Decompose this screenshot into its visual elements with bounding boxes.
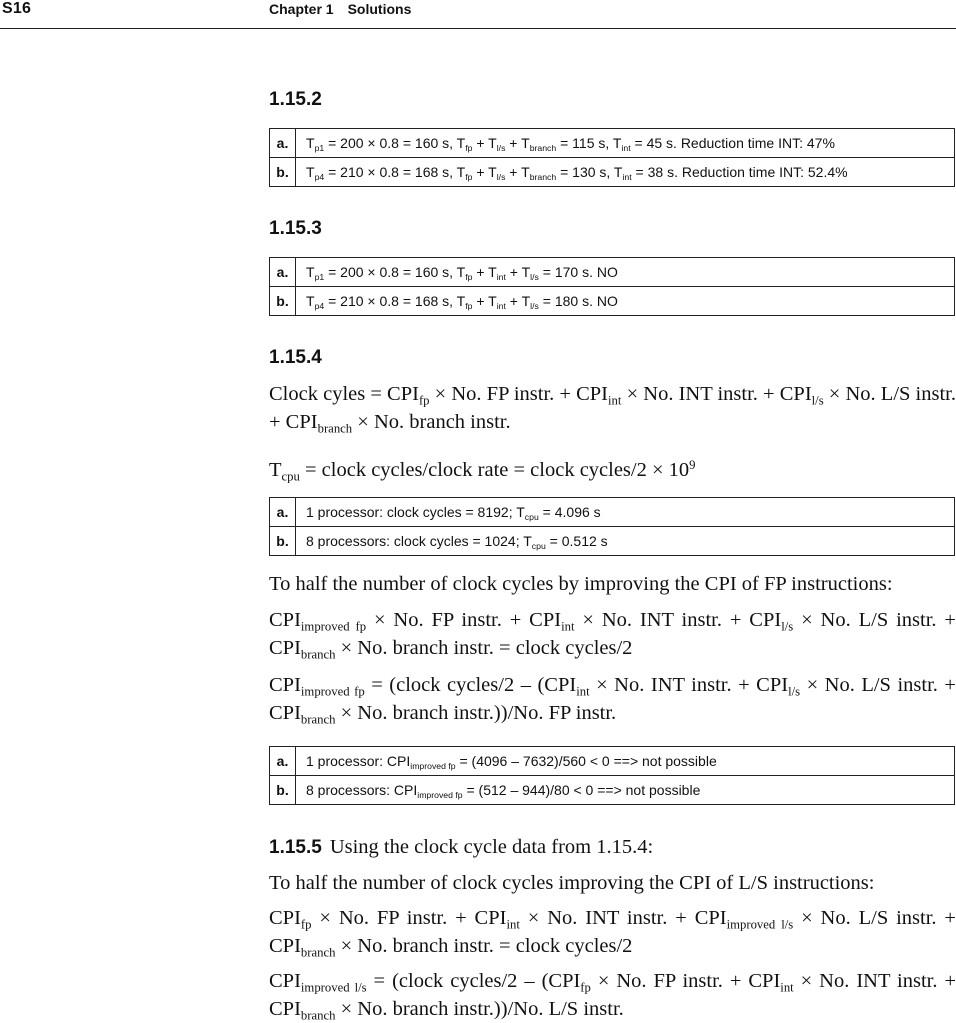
row-content: $T_{p4} = 210 \times 0.8 = 168$ s, $T_{fp} + T_{int} + T_{l/s} = 180$ s. NO xyxy=(296,287,955,316)
tcpu-formula: $T_{cpu}$ = clock cycles/clock rate = clock cycles/2 × $10^9$ xyxy=(269,458,696,484)
row-content: $T_{p1} = 200 \times 0.8 = 160$ s, $T_{fp} + T_{l/s} + T_{branch} = 115$ s, $T_{int} = 45$ s. Reduction time INT: 47% xyxy=(296,129,955,158)
row-content: 8 processors: clock cycles = 1024; $T_{cpu} = 0.512$ s xyxy=(296,527,955,556)
row-label: b. xyxy=(270,776,296,805)
section-heading-1-15-3: 1.15.3 xyxy=(269,218,322,239)
section-label: Solutions xyxy=(347,1,412,17)
section-heading-1-15-4: 1.15.4 xyxy=(269,347,322,368)
row-content: $T_{p4} = 210 \times 0.8 = 168$ s, $T_{fp} + T_{l/s} + T_{branch} = 130$ s, $T_{int} = 38$ s. Reduction time INT: 52.4% xyxy=(296,158,955,187)
ls-improvement-equation: $CPI_{fp} \times No$. FP instr. + $CPI_{int} \times No$. INT instr. + $CPI_{improved l/s} \times No$. L/S instr. + $CPI_{branch} \times No$. branch instr. = clock cycles/2 xyxy=(269,907,956,960)
table-row xyxy=(270,158,955,187)
ls-improvement-intro: To half the number of clock cycles improving the CPI of L/S instructions: xyxy=(269,872,875,894)
table-1-15-4-cycles xyxy=(269,497,955,556)
row-label: a. xyxy=(270,498,296,527)
row-content: 1 processor: clock cycles = 8192; $T_{cpu} = 4.096$ s xyxy=(296,498,955,527)
row-content: 1 processor: $CPI_{improved fp} = (4096 - 7632)/560 < 0$ ==> not possible xyxy=(296,747,955,776)
table-row xyxy=(270,129,955,158)
row-label: b. xyxy=(270,527,296,556)
chapter-label: Chapter 1 xyxy=(269,1,334,17)
table-row xyxy=(270,747,955,776)
clock-cycles-formula: Clock cyles = $CPI_{fp} \times No$. FP instr. + $CPI_{int} \times No$. INT instr. + $CPI_{l/s} \times No$. L/S instr. + $CPI_{branch} \times No$. branch instr. xyxy=(269,383,956,436)
page-number: S16 xyxy=(2,0,32,17)
table-row xyxy=(270,776,955,805)
fp-improvement-intro: To half the number of clock cycles by improving the CPI of FP instructions: xyxy=(269,573,893,595)
page-header xyxy=(0,0,956,29)
table-1-15-3 xyxy=(269,257,955,316)
row-label: a. xyxy=(270,747,296,776)
row-label: a. xyxy=(270,129,296,158)
table-row xyxy=(270,287,955,316)
table-row xyxy=(270,258,955,287)
table-1-15-2 xyxy=(269,128,955,187)
running-head xyxy=(269,1,411,17)
row-label: a. xyxy=(270,258,296,287)
row-content: 8 processors: $CPI_{improved fp} = (512 - 944)/80 < 0$ ==> not possible xyxy=(296,776,955,805)
section-heading-1-15-2: 1.15.2 xyxy=(269,89,322,110)
section-1-15-5-intro: 1.15.5 Using the clock cycle data from 1.15.4: xyxy=(269,836,654,858)
table-1-15-4-improved xyxy=(269,746,955,805)
row-label: b. xyxy=(270,158,296,187)
row-label: b. xyxy=(270,287,296,316)
row-content: $T_{p1} = 200 \times 0.8 = 160$ s, $T_{fp} + T_{int} + T_{l/s} = 170$ s. NO xyxy=(296,258,955,287)
fp-improvement-equation: $CPI_{improved fp} \times No$. FP instr. + $CPI_{int} \times No$. INT instr. + $CPI_{l/s} \times No$. L/S instr. + $CPI_{branch} \times No$. branch instr. = clock cycles/2 xyxy=(269,609,956,662)
table-row xyxy=(270,527,955,556)
table-row xyxy=(270,498,955,527)
ls-improved-cpi-formula: $CPI_{improved l/s}$ = (clock cycles/2 – ($CPI_{fp} \times No$. FP instr. + $CPI_{int} \times No$. INT instr. + $CPI_{branch} \times No$. branch instr.))/No. L/S instr. xyxy=(269,970,956,1023)
section-heading-1-15-5: 1.15.5 xyxy=(269,837,322,858)
fp-improved-cpi-formula: $CPI_{improved fp}$ = (clock cycles/2 – ($CPI_{int} \times No$. INT instr. + $CPI_{l/s} \times No$. L/S instr. + $CPI_{branch} \times No$. branch instr.))/No. FP instr. xyxy=(269,674,956,727)
